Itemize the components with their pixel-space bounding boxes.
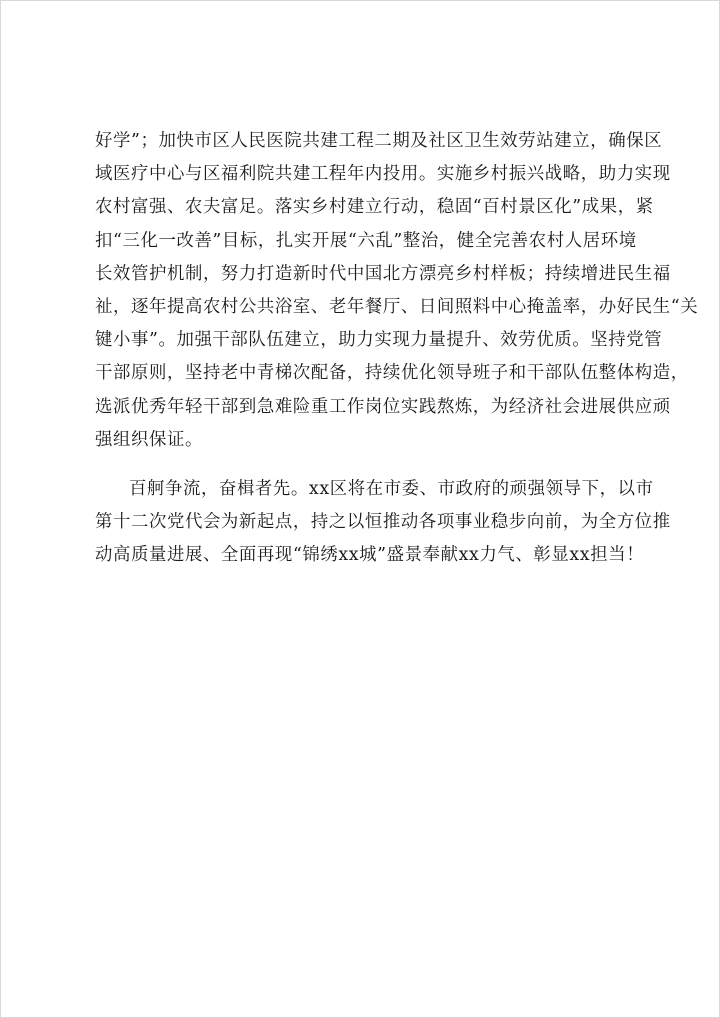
paragraph-1 (95, 125, 699, 457)
text-line: 农村富强、农夫富足。落实乡村建立行动，稳固“百村景区化”成果，紧 (95, 197, 654, 218)
document-body (95, 125, 699, 572)
text-line: 强组织保证。 (95, 429, 203, 450)
paragraph-spacer (95, 457, 635, 473)
text-line: 第十二次党代会为新起点，持之以恒推动各项事业稳步向前，为全方位推 (95, 512, 671, 533)
text-line: 域医疗中心与区福利院共建工程年内投用。实施乡村振兴战略，助力实现 (95, 164, 671, 185)
text-line: 祉，逐年提高农村公共浴室、老年餐厅、日间照料中心掩盖率，办好民生“关 (95, 296, 699, 317)
text-line: 键小事”。加强干部队伍建立，助力实现力量提升、效劳优质。坚持党管 (95, 330, 663, 351)
text-line: 百舸争流，奋楫者先。xx区将在市委、市政府的顽强领导下，以市 (129, 478, 654, 499)
paragraph-2 (95, 473, 671, 573)
text-line: 选派优秀年轻干部到急难险重工作岗位实践熬炼，为经济社会进展供应顽 (95, 396, 671, 417)
text-line: 长效管护机制，努力打造新时代中国北方漂亮乡村样板；持续增进民生福 (95, 263, 671, 284)
text-line: 扣“三化一改善”目标，扎实开展“六乱”整治，健全完善农村人居环境 (95, 230, 637, 251)
text-line: 干部原则，坚持老中青梯次配备，持续优化领导班子和干部队伍整体构造， (95, 363, 689, 384)
text-line: 好学”；加快市区人民医院共建工程二期及社区卫生效劳站建立，确保区 (95, 131, 663, 151)
text-line: 动高质量进展、全面再现“锦绣xx城”盛景奉献xx力气、彰显xx担当！ (95, 545, 645, 566)
